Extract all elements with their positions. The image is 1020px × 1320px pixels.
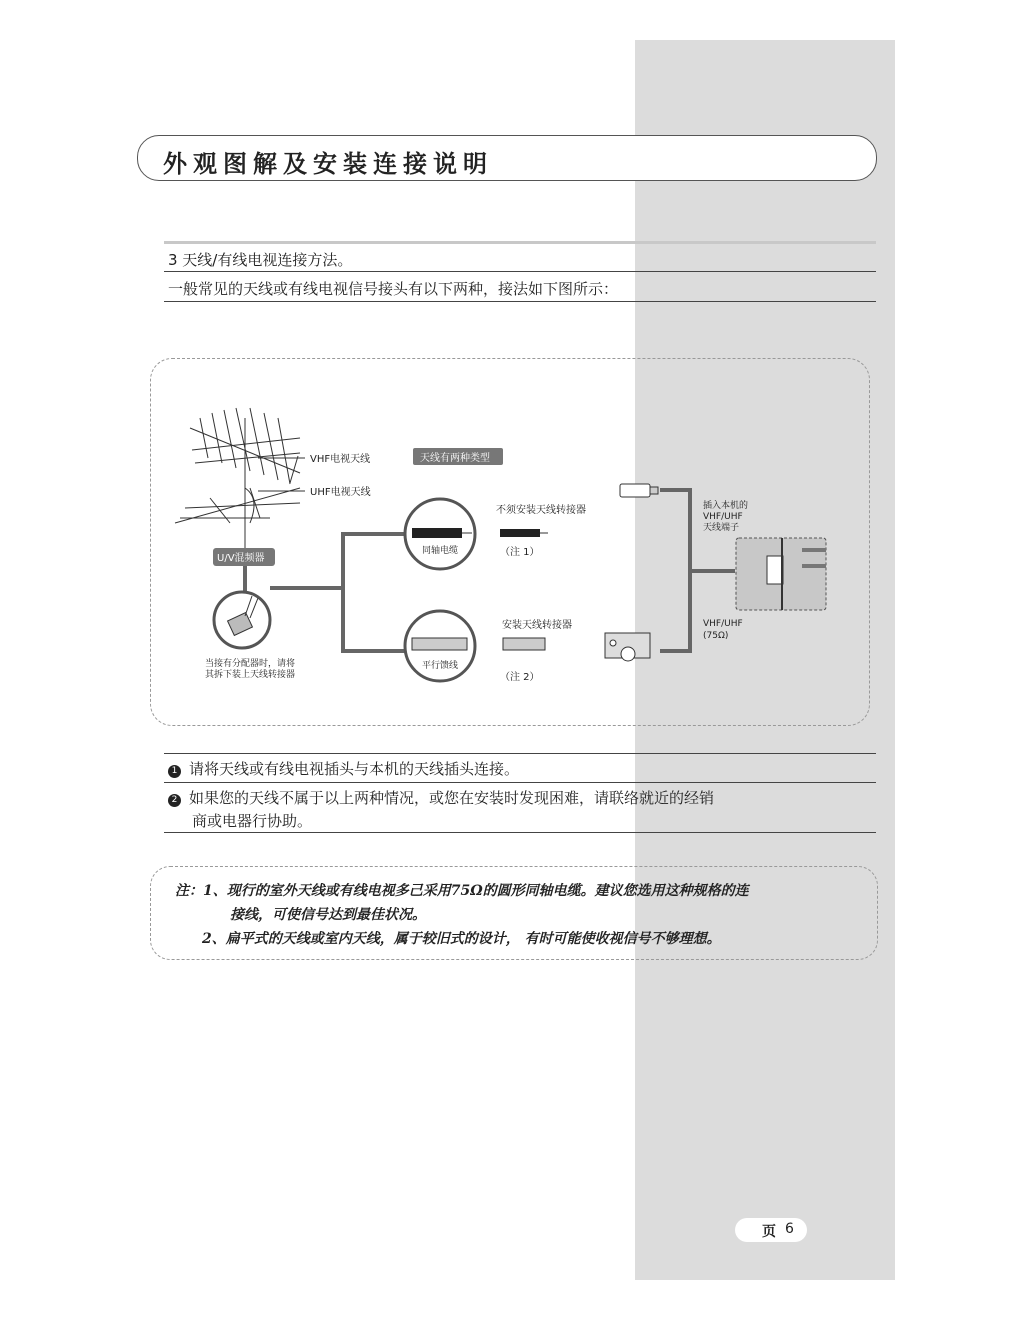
instruction-1-text: 请将天线或有线电视插头与本机的天线插头连接。 bbox=[189, 760, 520, 778]
vhf-uhf-label: VHF/UHF bbox=[703, 619, 743, 629]
coax-plug-icon bbox=[500, 529, 540, 537]
plug-icon bbox=[620, 484, 650, 497]
feeder-icon bbox=[412, 638, 467, 650]
terminal-socket-icon bbox=[767, 556, 783, 584]
connection-lines bbox=[245, 490, 735, 651]
uhf-antenna-label: UHF电视天线 bbox=[310, 487, 371, 498]
note-line-1: 注：1、现行的室外天线或有线电视多己采用75Ω的圆形同轴电缆。建议您选用这种规格的连 bbox=[175, 883, 749, 899]
note-line-3: 2、扁平式的天线或室内天线，属于较旧式的设计， 有时可能使收视信号不够理想。 bbox=[202, 931, 721, 947]
instruction-1 bbox=[168, 758, 519, 779]
coax-cable-label: 同轴电缆 bbox=[422, 546, 459, 556]
splitter-note-1: 当接有分配器时，请将 bbox=[205, 659, 296, 669]
title-box bbox=[137, 135, 877, 181]
page-label: 页 bbox=[762, 1224, 776, 1240]
insert-label-2: VHF/UHF bbox=[703, 512, 743, 522]
flat-feeder-label: 平行馈线 bbox=[422, 661, 459, 671]
insert-label-1: 插入本机的 bbox=[703, 501, 749, 511]
connection-diagram bbox=[150, 358, 870, 726]
coax-cable-icon bbox=[412, 528, 462, 538]
divider bbox=[164, 832, 876, 833]
divider bbox=[164, 753, 876, 754]
section-heading: 3 天线/有线电视连接方法。 bbox=[168, 251, 353, 269]
insert-label-3: 天线端子 bbox=[703, 523, 740, 533]
instruction-2-text-line1: 如果您的天线不属于以上两种情况，或您在安装时发现困难，请联络就近的经销 bbox=[189, 789, 715, 807]
note-line-2: 接线，可使信号达到最佳状况。 bbox=[230, 907, 426, 923]
types-badge: 天线有两种类型 bbox=[420, 453, 490, 464]
note2-label: （注 2） bbox=[500, 672, 540, 683]
divider bbox=[164, 782, 876, 783]
number-2-icon: 2 bbox=[168, 794, 181, 807]
mixer-badge: U/V混频器 bbox=[217, 553, 265, 564]
install-adapter-label: 安装天线转接器 bbox=[502, 620, 572, 631]
note1-label: （注 1） bbox=[500, 547, 540, 558]
divider bbox=[164, 271, 876, 272]
section-divider bbox=[164, 241, 876, 244]
number-1-icon: 1 bbox=[168, 765, 181, 778]
no-adapter-label: 不须安装天线转接器 bbox=[496, 505, 586, 516]
ohm-label: (75Ω) bbox=[703, 631, 729, 641]
feeder-wire-icon bbox=[503, 638, 545, 650]
instruction-2 bbox=[168, 787, 714, 808]
vhf-antenna-label: VHF电视天线 bbox=[310, 454, 371, 465]
page-title: 外观图解及安装连接说明 bbox=[163, 149, 493, 178]
splitter-note-2: 其拆下装上天线转接器 bbox=[205, 670, 296, 680]
divider bbox=[164, 301, 876, 302]
page-number: 6 bbox=[785, 1221, 794, 1237]
antenna-illustration bbox=[175, 408, 300, 550]
section-intro: 一般常见的天线或有线电视信号接头有以下两种，接法如下图所示： bbox=[168, 280, 619, 298]
instruction-2-text-line2: 商或电器行协助。 bbox=[192, 812, 313, 830]
